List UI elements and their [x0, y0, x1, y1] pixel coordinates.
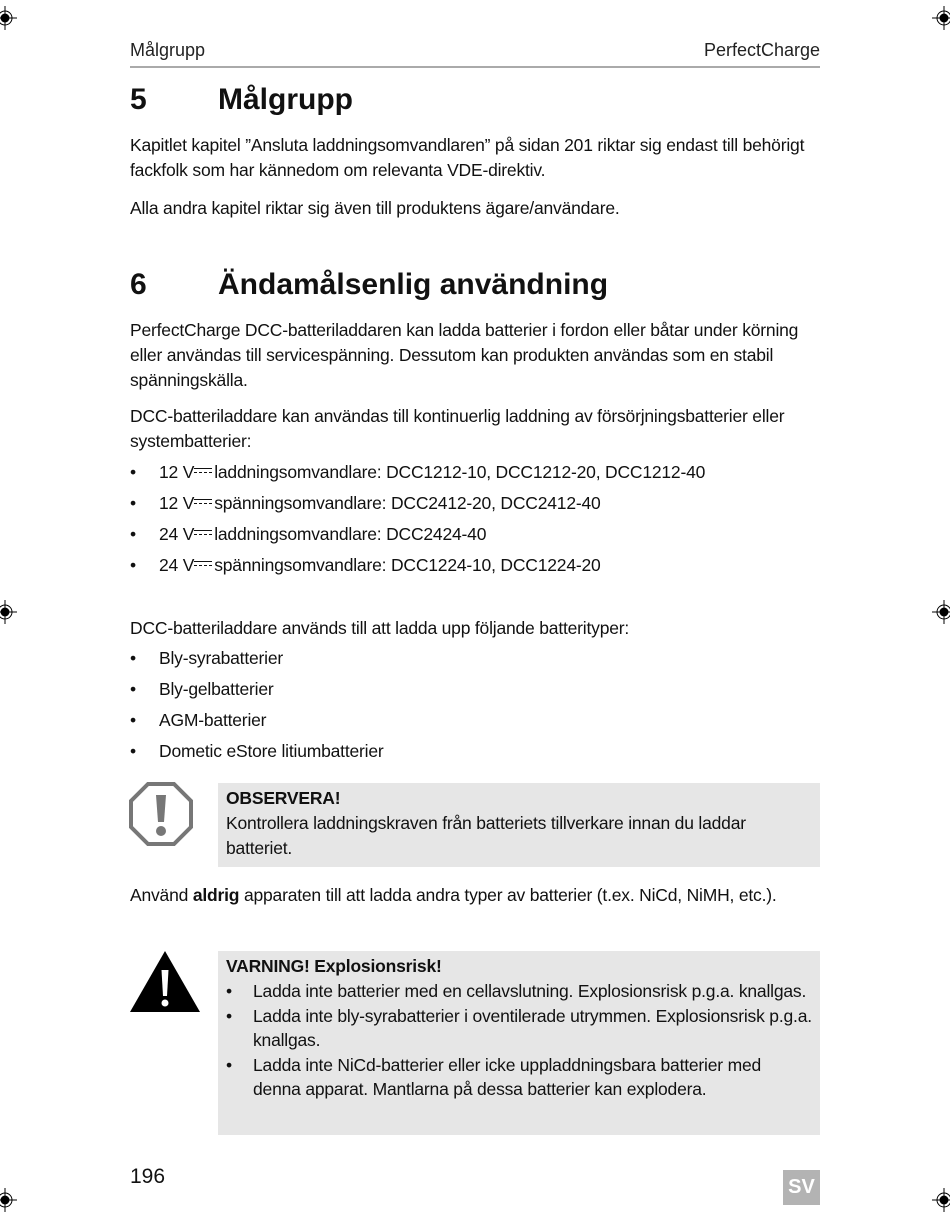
note-text: Kontrollera laddningskraven från batteriets tillverkare innan du laddar batteriet.	[226, 813, 746, 858]
paragraph: Kapitlet kapitel ”Ansluta laddningsomvandlaren” på sidan 201 riktar sig endast till behörigt fackfolk som har kännedom om relevanta VDE-direktiv.	[130, 135, 805, 180]
list-item	[130, 522, 820, 553]
page-number: 196	[130, 1165, 166, 1188]
dc-symbol-icon	[194, 499, 212, 508]
registration-mark-icon	[932, 600, 950, 624]
list-item: • Bly-syrabatterier	[130, 646, 820, 677]
notice-octagon-icon	[129, 782, 193, 846]
registration-mark-icon	[0, 600, 17, 624]
list-item	[130, 553, 820, 584]
registration-mark-icon	[932, 1188, 950, 1212]
paragraph: DCC-batteriladdare används till att ladda upp följande batterityper:	[130, 618, 630, 638]
converter-list	[130, 460, 820, 584]
voltage: 12 V	[159, 462, 195, 482]
section-number: 6	[130, 268, 147, 301]
list-item	[130, 491, 820, 522]
list-item-text: laddningsomvandlare: DCC2424-40	[214, 524, 487, 544]
dc-symbol-icon	[194, 530, 212, 539]
header-rule	[130, 66, 820, 68]
voltage: 12 V	[159, 493, 195, 513]
list-item: • AGM-batterier	[130, 708, 820, 739]
voltage: 24 V	[159, 524, 195, 544]
emphasis: aldrig	[192, 885, 240, 905]
note-box	[218, 783, 820, 867]
battery-type-list	[130, 646, 820, 770]
list-item: • Dometic eStore litiumbatterier	[130, 739, 820, 770]
language-badge: SV	[783, 1170, 820, 1205]
text: apparaten till att ladda andra typer av batterier (t.ex. NiCd, NiMH, etc.).	[239, 885, 777, 905]
running-header-section: Målgrupp	[130, 40, 206, 60]
list-item: • Bly-gelbatterier	[130, 677, 820, 708]
text: Använd	[130, 885, 193, 905]
list-item-text: laddningsomvandlare: DCC1212-10, DCC1212-20, DCC1212-40	[214, 462, 706, 482]
warning-item: • Ladda inte NiCd-batterier eller icke uppladdningsbara batterier med denna apparat. Mantlarna på dessa batterier kan explodera.	[226, 1053, 812, 1102]
warning-box	[218, 951, 820, 1135]
registration-mark-icon	[0, 1188, 17, 1212]
note-title: OBSERVERA!	[226, 788, 341, 808]
section-title: Målgrupp	[218, 83, 353, 116]
section-title: Ändamålsenlig användning	[218, 268, 609, 301]
warning-item: • Ladda inte batterier med en cellavslutning. Explosionsrisk p.g.a. knallgas.	[226, 979, 812, 1004]
dc-symbol-icon	[194, 468, 212, 477]
voltage: 24 V	[159, 555, 195, 575]
registration-mark-icon	[0, 6, 17, 30]
warning-title: VARNING! Explosionsrisk!	[226, 956, 442, 976]
running-header-product: PerfectCharge	[703, 40, 820, 60]
warning-triangle-icon	[129, 950, 201, 1013]
paragraph-never	[130, 883, 820, 908]
paragraph: DCC-batteriladdare kan användas till kontinuerlig laddning av försörjningsbatterier eller systembatterier:	[130, 406, 785, 451]
dc-symbol-icon	[194, 561, 212, 570]
list-item	[130, 460, 820, 491]
paragraph: Alla andra kapitel riktar sig även till produktens ägare/användare.	[130, 198, 620, 218]
warning-item: • Ladda inte bly-syrabatterier i oventilerade utrymmen. Explosionsrisk p.g.a. knallgas.	[226, 1004, 812, 1053]
paragraph: PerfectCharge DCC-batteriladdaren kan ladda batterier i fordon eller båtar under körning eller användas till servicespänning. Dessutom kan produkten användas som en stabil spänningskälla.	[130, 320, 799, 390]
registration-mark-icon	[932, 6, 950, 30]
section-number: 5	[130, 83, 147, 116]
list-item-text: spänningsomvandlare: DCC2412-20, DCC2412-40	[214, 493, 601, 513]
list-item-text: spänningsomvandlare: DCC1224-10, DCC1224-20	[214, 555, 601, 575]
